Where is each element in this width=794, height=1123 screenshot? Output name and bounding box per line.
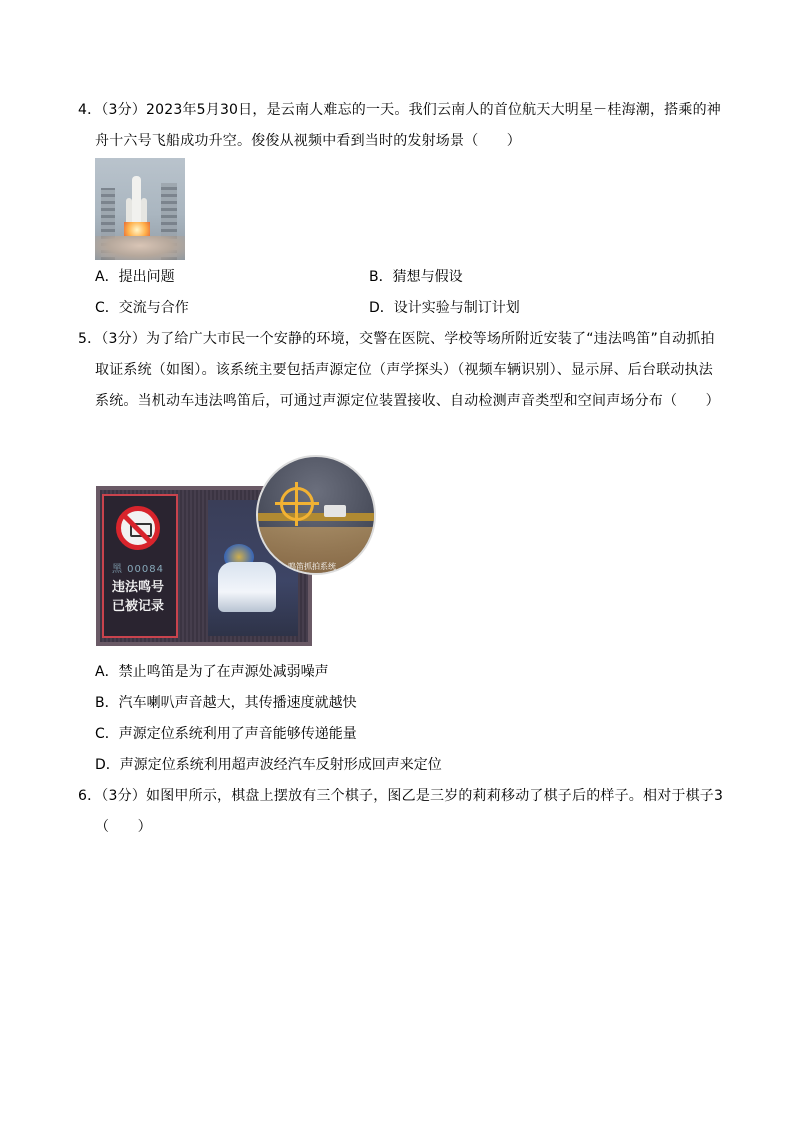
acoustic-camera-inset <box>256 455 376 575</box>
no-horn-icon <box>116 506 160 550</box>
q5-option-d: D．声源定位系统利用超声波经汽车反射形成回声来定位 <box>95 757 442 773</box>
q4-stem-line2: 舟十六号飞船成功升空。俊俊从视频中看到当时的发射场景（ ） <box>95 133 521 149</box>
violation-warning-text: 违法鸣号已被记录 <box>112 580 165 614</box>
camera-icon <box>324 505 346 517</box>
q4-option-c: C．交流与合作 <box>95 300 189 316</box>
q5-option-c: C．声源定位系统利用了声音能够传递能量 <box>95 726 357 742</box>
q5-option-a: A．禁止鸣笛是为了在声源处减弱噪声 <box>95 664 329 680</box>
rocket-launch-image <box>95 158 185 260</box>
q5-stem-line1: 5．（3分）为了给广大市民一个安静的环境，交警在医院、学校等场所附近安装了“违法鸣笛”自动抓拍 <box>78 331 715 347</box>
q4-option-a: A．提出问题 <box>95 269 175 285</box>
crosshair-icon <box>280 487 314 521</box>
plate-number: 黑 00084 <box>112 564 164 575</box>
no-horn-sign-panel <box>102 494 178 638</box>
q4-option-d: D．设计实验与制订计划 <box>369 300 520 316</box>
q6-stem-line2: （ ） <box>95 819 152 835</box>
q5-option-b: B．汽车喇叭声音越大，其传播速度就越快 <box>95 695 357 711</box>
q5-stem-line3: 系统。当机动车违法鸣笛后，可通过声源定位装置接收、自动检测声音类型和空间声场分布（ ） <box>95 393 720 409</box>
q5-stem-line2: 取证系统（如图）。该系统主要包括声源定位（声学探头）（视频车辆识别）、显示屏、后台联动执法 <box>95 362 713 378</box>
q4-stem-line1: 4．（3分）2023年5月30日，是云南人难忘的一天。我们云南人的首位航天大明星－桂海潮，搭乘的神 <box>78 102 721 118</box>
q6-stem-line1: 6．（3分）如图甲所示，棋盘上摆放有三个棋子，图乙是三岁的莉莉移动了棋子后的样子。相对于棋子3 <box>78 788 724 804</box>
q4-option-b: B．猜想与假设 <box>369 269 463 285</box>
inset-caption: 鸣笛抓拍系统 <box>288 562 336 571</box>
